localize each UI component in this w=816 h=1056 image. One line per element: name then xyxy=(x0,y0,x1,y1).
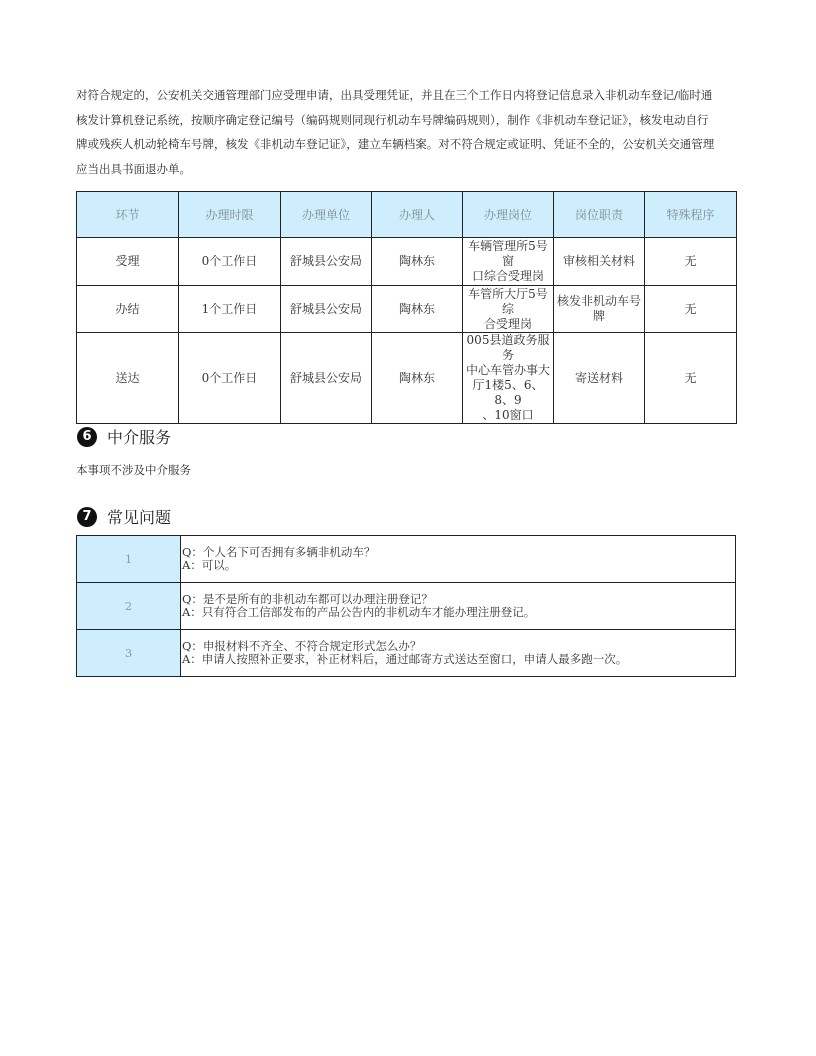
duty-line: 核发非机动车号 xyxy=(556,294,641,308)
cell-person: 陶林东 xyxy=(372,238,463,286)
cell-person: 陶林东 xyxy=(372,286,463,333)
cell-time-limit: 0个工作日 xyxy=(179,333,281,424)
header-step: 环节 xyxy=(77,192,179,238)
faq-row xyxy=(77,583,736,630)
cell-time-limit: 1个工作日 xyxy=(179,286,281,333)
faq-answer: A：可以。 xyxy=(182,558,237,572)
cell-post xyxy=(463,286,554,333)
cell-person: 陶林东 xyxy=(372,333,463,424)
faq-answer: A：申请人按照补正要求，补正材料后，通过邮寄方式送达至窗口，申请人最多跑一次。 xyxy=(182,652,628,666)
table-row xyxy=(77,286,737,333)
intro-line: 应当出具书面退办单。 xyxy=(76,161,191,176)
post-line: 厅1楼5、6、8、9 xyxy=(472,378,544,407)
faq-content xyxy=(181,630,736,677)
faq-row xyxy=(77,630,736,677)
header-duty: 岗位职责 xyxy=(554,192,645,238)
section-title: 中介服务 xyxy=(107,428,172,447)
intro-line: 牌或残疾人机动轮椅车号牌，核发《非机动车登记证》，建立车辆档案。对不符合规定或证明、凭证不全的，公安机关交通管理 xyxy=(76,137,715,151)
duty-line: 寄送材料 xyxy=(574,370,623,385)
process-table-header xyxy=(77,192,737,238)
cell-special: 无 xyxy=(645,333,737,424)
section-heading-intermediary xyxy=(77,425,171,448)
faq-index: 3 xyxy=(77,630,181,677)
post-line: 车管所大厅5号综 xyxy=(468,286,548,316)
faq-question: Q：是不是所有的非机动车都可以办理注册登记？ xyxy=(182,592,433,606)
duty-line: 牌 xyxy=(592,309,605,323)
intermediary-note: 本事项不涉及中介服务 xyxy=(76,463,191,477)
cell-step: 办结 xyxy=(77,286,179,333)
cell-duty xyxy=(554,238,645,286)
header-time-limit: 办理时限 xyxy=(179,192,281,238)
cell-duty xyxy=(554,286,645,333)
cell-post xyxy=(463,333,554,424)
faq-table xyxy=(76,535,736,677)
cell-special: 无 xyxy=(645,238,737,286)
intro-line: 核发计算机登记系统，按顺序确定登记编号（编码规则同现行机动车号牌编码规则），制作《非机动车登记证》，核发电动自行 xyxy=(76,112,709,127)
number-circle-icon: 6 xyxy=(77,427,97,447)
table-row xyxy=(77,333,737,424)
post-line: 005县道政务服务 xyxy=(466,333,550,362)
faq-content xyxy=(181,536,736,583)
header-person: 办理人 xyxy=(372,192,463,238)
faq-content xyxy=(181,583,736,630)
header-post: 办理岗位 xyxy=(463,192,554,238)
post-line: 车辆管理所5号窗 xyxy=(468,239,548,268)
process-table xyxy=(76,191,737,424)
faq-answer: A：只有符合工信部发布的产品公告内的非机动车才能办理注册登记。 xyxy=(182,605,536,619)
post-line: 口综合受理岗 xyxy=(471,269,544,283)
cell-time-limit: 0个工作日 xyxy=(179,238,281,286)
section-title: 常见问题 xyxy=(107,508,172,527)
cell-unit: 舒城县公安局 xyxy=(281,238,372,286)
cell-step: 送达 xyxy=(77,333,179,424)
faq-index: 2 xyxy=(77,583,181,630)
post-line: 中心车管办事大 xyxy=(465,363,550,377)
cell-special: 无 xyxy=(645,286,737,333)
duty-line: 审核相关材料 xyxy=(562,254,635,268)
post-line: 合受理岗 xyxy=(483,316,532,331)
cell-unit: 舒城县公安局 xyxy=(281,333,372,424)
table-row xyxy=(77,238,737,286)
section-heading-faq xyxy=(77,505,171,528)
cell-duty xyxy=(554,333,645,424)
cell-step: 受理 xyxy=(77,238,179,286)
cell-unit: 舒城县公安局 xyxy=(281,286,372,333)
cell-post xyxy=(463,238,554,286)
intro-paragraph xyxy=(76,83,740,181)
intro-line: 对符合规定的，公安机关交通管理部门应受理申请，出具受理凭证，并且在三个工作日内将登记信息录入非机动车登记/临时通 xyxy=(76,88,713,102)
faq-row xyxy=(77,536,736,583)
header-special: 特殊程序 xyxy=(645,192,737,238)
number-circle-icon: 7 xyxy=(77,507,97,527)
faq-question: Q：申报材料不齐全、不符合规定形式怎么办？ xyxy=(182,639,422,653)
header-unit: 办理单位 xyxy=(281,192,372,238)
post-line: 、10窗口 xyxy=(482,408,534,422)
faq-question: Q：个人名下可否拥有多辆非机动车？ xyxy=(182,545,376,559)
faq-index: 1 xyxy=(77,536,181,583)
